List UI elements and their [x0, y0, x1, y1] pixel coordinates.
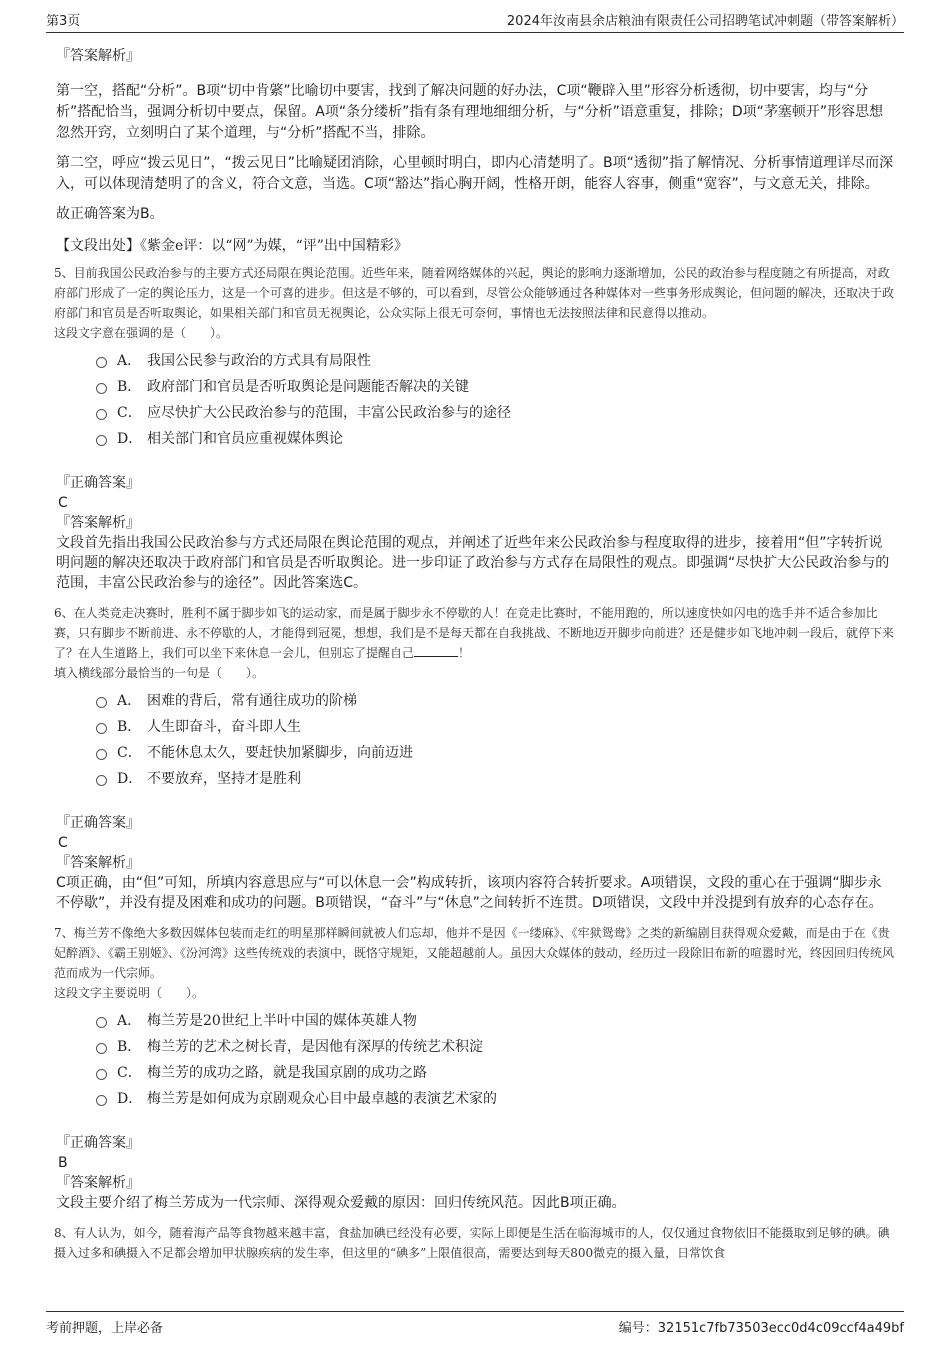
question-6 — [56, 603, 894, 913]
option-b[interactable]: B． 人生即奋斗，奋斗即人生 — [96, 713, 894, 739]
radio-button[interactable] — [96, 775, 107, 786]
prev-analysis-section — [56, 46, 894, 257]
analysis-label: 『答案解析』 — [56, 48, 140, 64]
radio-button[interactable] — [96, 749, 107, 760]
question-ask: 填入横线部分最恰当的一句是（ ）。 — [54, 666, 265, 680]
option-d[interactable]: D． 梅兰芳是如何成为京剧观众心目中最卓越的表演艺术家的 — [96, 1085, 894, 1111]
correct-answer: C — [58, 495, 68, 511]
radio-button[interactable] — [96, 435, 107, 446]
document-code: 编号：32151c7fb73503ecc0d4c09ccf4a49bf — [618, 1321, 904, 1336]
option-list — [96, 1007, 894, 1111]
radio-button[interactable] — [96, 383, 107, 394]
question-7 — [56, 923, 894, 1213]
correct-answer-label: 『正确答案』 — [56, 1135, 140, 1151]
correct-answer: C — [58, 835, 68, 851]
page-header — [46, 10, 904, 33]
question-ask: 这段文字意在强调的是（ ）。 — [54, 326, 229, 340]
analysis-conclusion: 故正确答案为B。 — [56, 206, 164, 222]
question-8 — [56, 1223, 894, 1263]
correct-answer: B — [58, 1155, 68, 1171]
correct-answer-label: 『正确答案』 — [56, 475, 140, 491]
question-stem: 6、在人类竞走决赛时，胜利不属于脚步如飞的运动家，而是属于脚步永不停歇的人！在竞走比赛时，不能用跑的，所以速度快如闪电的选手并不适合参加比赛，只有脚步不断前进、永不停歇的人，才能得到冠冕，想想，我们是不是每天都在自我挑战、不断地迈开脚步向前进？还是健步如飞地冲刺一段后，就停下来了？在人生道路上，我们可以坐下来休息一会儿，但别忘了提醒自己 ！ — [54, 606, 895, 660]
radio-button[interactable] — [96, 697, 107, 708]
analysis-label: 『答案解析』 — [56, 1175, 140, 1191]
radio-button[interactable] — [96, 1043, 107, 1054]
radio-button[interactable] — [96, 409, 107, 420]
option-a[interactable]: A． 困难的背后，常有通往成功的阶梯 — [96, 687, 894, 713]
document-title: 2024年汝南县余店粮油有限责任公司招聘笔试冲刺题（带答案解析） — [506, 14, 904, 29]
footer-slogan: 考前押题，上岸必备 — [46, 1321, 164, 1336]
option-c[interactable]: C． 梅兰芳的成功之路，就是我国京剧的成功之路 — [96, 1059, 894, 1085]
option-d[interactable]: D． 相关部门和官员应重视媒体舆论 — [96, 425, 894, 451]
option-c[interactable]: C． 不能休息太久，要赶快加紧脚步，向前迈进 — [96, 739, 894, 765]
question-stem: 8、有人认为，如今，随着海产品等食物越来越丰富，食盐加碘已经没有必要，实际上即便是生活在临海城市的人，仅仅通过食物依旧不能摄取到足够的碘。碘摄入过多和碘摄入不足都会增加甲状腺疾病的发生率，但这里的“碘多”上限值很高，需要达到每天800微克的摄入量，日常饮食 — [54, 1226, 890, 1260]
source-citation: 【文段出处】《紫金e评：以“网”为媒，“评”出中国精彩》 — [56, 238, 408, 254]
option-d[interactable]: D． 不要放弃，坚持才是胜利 — [96, 765, 894, 791]
analysis-paragraph-1: 第一空，搭配“分析”。B项“切中肯綮”比喻切中要害，找到了解决问题的好办法，C项“鞭辟入里”形容分析透彻，切中要害，均与“分析”搭配恰当，强调分析切中要点，保留。A项“条分缕析”指有条有理地细细分析，与“分析”语意重复，排除；D项“茅塞顿开”形容思想忽然开窍，立刻明白了某个道理，与“分析”搭配不当，排除。 — [56, 83, 884, 141]
radio-button[interactable] — [96, 723, 107, 734]
radio-button[interactable] — [96, 1017, 107, 1028]
option-a[interactable]: A． 我国公民参与政治的方式具有局限性 — [96, 347, 894, 373]
question-stem: 5、目前我国公民政治参与的主要方式还局限在舆论范围。近些年来，随着网络媒体的兴起，舆论的影响力逐渐增加，公民的政治参与程度随之有所提高，对政府部门形成了一定的舆论压力，这是一个可喜的进步。但这是不够的，可以看到，尽管公众能够通过各种媒体对一些事务形成舆论，但问题的解决，还取决于政府部门和官员是否听取舆论，如果相关部门和官员无视舆论，公众实际上很无可奈何，事情也无法按照法律和民意得以推动。 — [54, 266, 895, 320]
radio-button[interactable] — [96, 1069, 107, 1080]
option-list — [96, 347, 894, 451]
correct-answer-label: 『正确答案』 — [56, 815, 140, 831]
page-footer — [46, 1311, 904, 1336]
question-stem: 7、梅兰芳不像绝大多数因媒体包装而走红的明星那样瞬间就被人们忘却，他并不是因《一缕麻》、《牢狱鸳鸯》之类的新编剧目获得观众爱戴，而是由于在《贵妃醉酒》、《霸王别姬》、《汾河湾》这些传统戏的表演中，既恪守规矩，又能超越前人。虽因大众媒体的鼓动，经历过一段除旧布新的喧嚣时光，终因回归传统风范而成为一代宗师。 — [54, 926, 895, 980]
option-b[interactable]: B． 政府部门和官员是否听取舆论是问题能否解决的关键 — [96, 373, 894, 399]
radio-button[interactable] — [96, 1095, 107, 1106]
page-number: 第3页 — [46, 14, 81, 29]
analysis-label: 『答案解析』 — [56, 515, 140, 531]
answer-analysis: C项正确，由“但”可知，所填内容意思应与“可以休息一会”构成转折，该项内容符合转折要求。A项错误，文段的重心在于强调“脚步永不停歇”，并没有提及困难和成功的问题。B项错误，“奋斗”与“休息”之间转折不连贯。D项错误，文段中并没提到有放弃的心态存在。 — [56, 875, 883, 911]
option-c[interactable]: C． 应尽快扩大公民政治参与的范围，丰富公民政治参与的途径 — [96, 399, 894, 425]
option-list — [96, 687, 894, 791]
question-ask: 这段文字主要说明（ ）。 — [54, 986, 205, 1000]
fill-blank — [414, 644, 458, 657]
analysis-paragraph-2: 第二空，呼应“拨云见日”，“拨云见日”比喻疑团消除，心里顿时明白，即内心清楚明了。B项“透彻”指了解情况、分析事情道理详尽而深入，可以体现清楚明了的含义，符合文意，当选。C项“豁达”指心胸开阔，性格开朗，能容人容事，侧重“宽容”，与文意无关，排除。 — [56, 155, 894, 192]
analysis-label: 『答案解析』 — [56, 855, 140, 871]
radio-button[interactable] — [96, 357, 107, 368]
question-5 — [56, 263, 894, 593]
answer-analysis: 文段首先指出我国公民政治参与方式还局限在舆论范围的观点，并阐述了近些年来公民政治参与程度取得的进步，接着用“但”字转折说明问题的解决还取决于政府部门和官员是否听取舆论。进一步印证了政治参与方式存在局限性的观点。即强调“尽快扩大公民政治参与的范围，丰富公民政治参与的途径”。因此答案选C。 — [56, 535, 890, 591]
option-b[interactable]: B． 梅兰芳的艺术之树长青，是因他有深厚的传统艺术积淀 — [96, 1033, 894, 1059]
option-a[interactable]: A． 梅兰芳是20世纪上半叶中国的媒体英雄人物 — [96, 1007, 894, 1033]
page-content — [56, 44, 894, 1263]
answer-analysis: 文段主要介绍了梅兰芳成为一代宗师、深得观众爱戴的原因：回归传统风范。因此B项正确。 — [56, 1195, 626, 1211]
